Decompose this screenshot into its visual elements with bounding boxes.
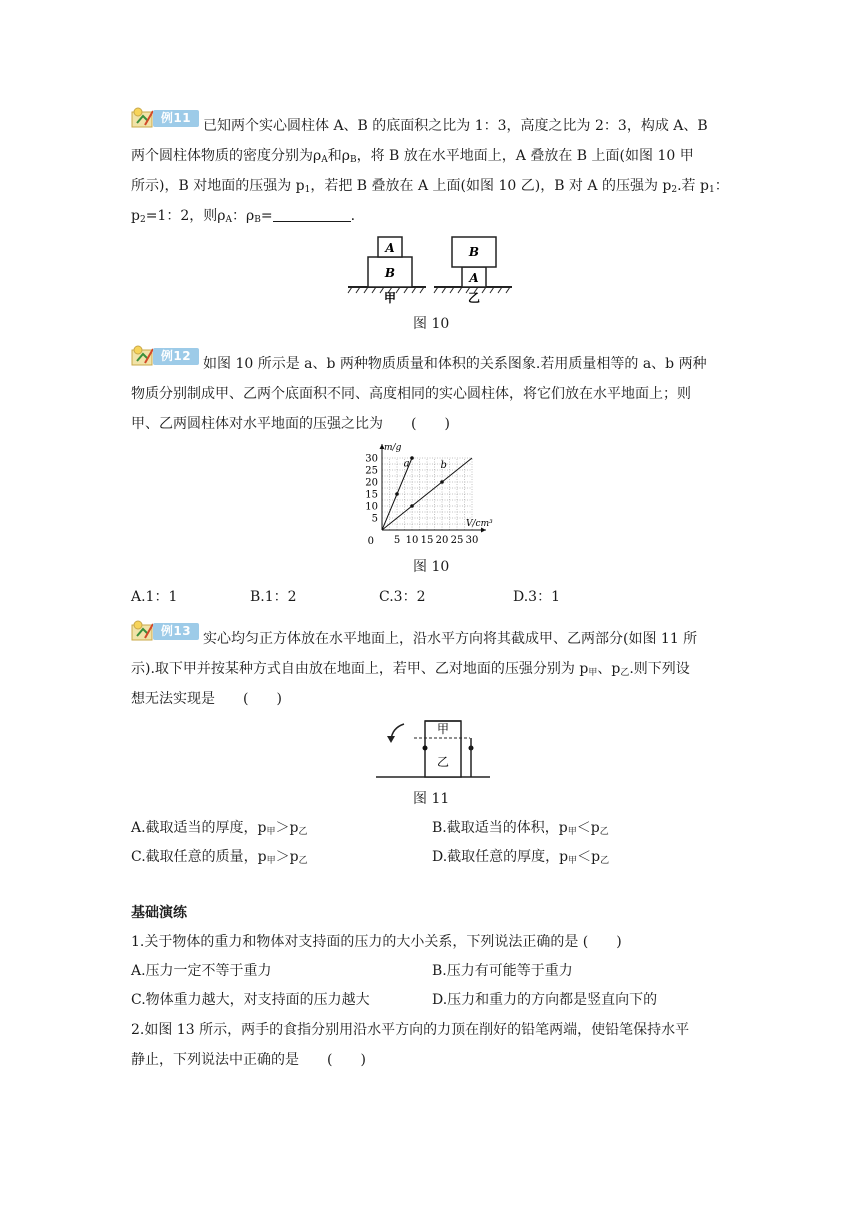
ex11-line-4: $p_2=1$：2，则$\rho_A$：$\rho_B=$ . xyxy=(131,208,356,225)
x-tick-label: 5 xyxy=(393,535,401,546)
q1-text: 1.关于物体的重力和物体对支持面的压力的大小关系，下列说法正确的是 ( ) xyxy=(131,934,622,950)
mass-volume-chart xyxy=(358,440,508,552)
x-tick-label: 10 xyxy=(405,535,419,546)
ex12-line-2: 物质分别制成甲、乙两个底面积不同、高度相同的实心圆柱体，将它们放在水平地面上；则 xyxy=(131,386,691,402)
example-11-badge xyxy=(131,107,201,129)
ex13-line-1: 实心均匀正方体放在水平地面上，沿水平方向将其截成甲、乙两部分(如图 11 所 xyxy=(203,631,698,647)
data-point-a xyxy=(410,456,414,460)
ex13-line-2: 示).取下甲并按某种方式自由放在地面上，若甲、乙对地面的压强分别为 $p_甲$、$p_乙$.则下列设 xyxy=(131,661,690,678)
ex12-line-1: 如图 10 所示是 a、b 两种物质质量和体积的关系图象.若用质量相等的 a、b 两种 xyxy=(203,356,707,372)
x-tick-label: 20 xyxy=(435,535,449,546)
q1-option-d: D.压力和重力的方向都是竖直向下的 xyxy=(432,992,658,1008)
example-13-label: 例13 xyxy=(153,623,199,640)
ex11-line-1: 已知两个实心圆柱体 A、B 的底面积之比为 1：3，高度之比为 2：3，构成 A、B xyxy=(203,118,708,134)
x-tick-label: 25 xyxy=(450,535,464,546)
ex11-line-3: 所示)，B 对地面的压强为 $p_1$，若把 B 叠放在 A 上面(如图 10 乙)，B 对 A 的压强为 $p_2$.若 $p_1$： xyxy=(131,178,729,195)
ex13-option-a: A.截取适当的厚度，$p_甲>p_乙$ xyxy=(131,820,308,837)
label-jia: 甲 xyxy=(383,291,397,304)
q2-line-2: 静止，下列说法中正确的是 ( ) xyxy=(131,1052,366,1068)
data-point-a xyxy=(395,492,399,496)
ex13-option-b: B.截取适当的体积，$p_甲<p_乙$ xyxy=(432,820,609,837)
figure-11-caption: 图 11 xyxy=(413,791,450,807)
q2-line-1: 2.如图 13 所示，两手的食指分别用沿水平方向的力顶在削好的铅笔两端，使铅笔保持水平 xyxy=(131,1022,690,1038)
y-tick-label: 15 xyxy=(365,489,378,501)
x-tick-label: 15 xyxy=(420,535,434,546)
example-11-label: 例11 xyxy=(153,110,199,127)
example-13-badge xyxy=(131,620,201,642)
x-axis-label: V/cm³ xyxy=(466,519,493,529)
y-tick-label: 20 xyxy=(365,477,378,489)
figure-10-caption-a: 图 10 xyxy=(413,316,450,332)
ex13-line-3: 想无法实现是 ( ) xyxy=(131,691,282,707)
label-yi: 乙 xyxy=(467,291,481,304)
label-b-left: B xyxy=(384,266,396,280)
q1-option-b: B.压力有可能等于重力 xyxy=(432,963,573,979)
label-yi-11: 乙 xyxy=(436,755,450,769)
ex12-option-a: A.1：1 xyxy=(131,589,178,605)
figure-10-caption-b: 图 10 xyxy=(413,559,450,575)
answer-blank xyxy=(273,207,351,222)
cut-point-left xyxy=(423,746,428,751)
y-tick-label: 30 xyxy=(365,453,378,465)
ex13-option-c: C.截取任意的质量，$p_甲>p_乙$ xyxy=(131,849,308,866)
label-b-right: B xyxy=(468,245,480,259)
figure-11-cube xyxy=(374,716,492,780)
section-heading: 基础演练 xyxy=(131,905,187,921)
figure-10-blocks xyxy=(346,232,516,304)
data-point-b xyxy=(440,480,444,484)
label-a-left: A xyxy=(385,241,395,255)
ex12-option-b: B.1：2 xyxy=(250,589,297,605)
x-tick-label: 30 xyxy=(465,535,479,546)
y-tick-label: 25 xyxy=(365,465,378,477)
series-label-b: b xyxy=(440,460,447,472)
q1-option-a: A.压力一定不等于重力 xyxy=(131,963,272,979)
ex12-line-3: 甲、乙两圆柱体对水平地面的压强之比为 ( ) xyxy=(131,416,450,432)
example-12-label: 例12 xyxy=(153,348,199,365)
label-a-right: A xyxy=(469,271,479,285)
label-jia-11: 甲 xyxy=(436,722,450,736)
data-point-b xyxy=(410,504,414,508)
ex11-line-2: 两个圆柱体物质的密度分别为$\rho_A$和$\rho_B$，将 B 放在水平地面上，A 叠放在 B 上面(如图 10 甲 xyxy=(131,148,694,165)
chart-labels xyxy=(365,443,493,547)
y-tick-label: 10 xyxy=(365,501,378,513)
ex13-option-d: D.截取任意的厚度，$p_甲<p_乙$ xyxy=(432,849,610,866)
example-12-badge xyxy=(131,345,201,367)
origin-label: 0 xyxy=(367,536,374,547)
q1-option-c: C.物体重力越大，对支持面的压力越大 xyxy=(131,992,370,1008)
ex12-option-c: C.3：2 xyxy=(379,589,426,605)
y-axis-label: m/g xyxy=(384,443,402,453)
y-tick-label: 5 xyxy=(371,513,378,525)
series-label-a: a xyxy=(403,458,410,470)
ex12-option-d: D.3：1 xyxy=(513,589,560,605)
